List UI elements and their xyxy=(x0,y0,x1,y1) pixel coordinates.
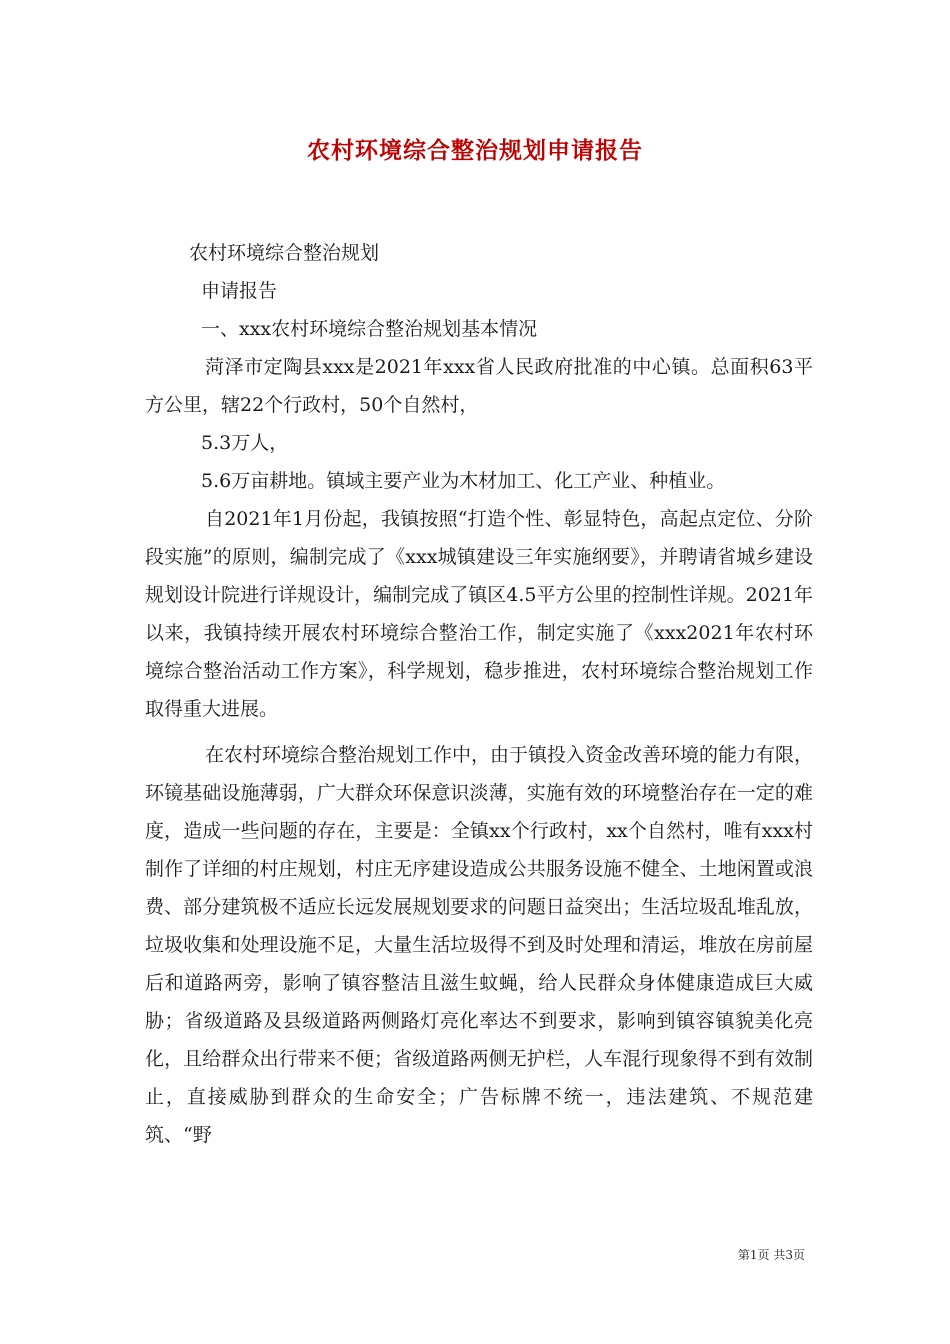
page-number: 第1页 共3页 xyxy=(737,1248,805,1262)
paragraph-population: 5.3万人， xyxy=(201,432,289,454)
paragraph-overview: 菏泽市定陶县xxx是2021年xxx省人民政府批准的中心镇。总面积63平方公里，辖22个行政村，50个自然村， xyxy=(145,356,813,416)
paragraph-problems: 在农村环境综合整治规划工作中，由于镇投入资金改善环境的能力有限，环镜基础设施薄弱，广大群众环保意识淡薄，实施有效的环境整治存在一定的难度，造成一些问题的存在，主要是：全镇xx个行政村，xx个自然村，唯有xxx村制作了详细的村庄规划，村庄无序建设造成公共服务设施不健全、土地闲置或浪费、部分建筑极不适应长远发展规划要求的问题日益突出；生活垃圾乱堆乱放，垃圾收集和处理设施不足，大量生活垃圾得不到及时处理和清运，堆放在房前屋后和道路两旁，影响了镇容整洁且滋生蚊蝇，给人民群众身体健康造成巨大威胁；省级道路及县级道路两侧路灯亮化率达不到要求，影响到镇容镇貌美化亮化，且给群众出行带来不便；省级道路两侧无护栏，人车混行现象得不到有效制止，直接威胁到群众的生命安全；广告标牌不统一，违法建筑、不规范建筑、“野 xyxy=(145,744,814,1146)
paragraph-section-1: 一、xxx农村环境综合整治规划基本情况 xyxy=(201,318,538,340)
document-title: 农村环境综合整治规划申请报告 xyxy=(307,137,643,164)
document-body xyxy=(145,234,813,1154)
paragraph-heading-1: 农村环境综合整治规划 xyxy=(189,242,380,264)
paragraph-progress: 自2021年1月份起，我镇按照“打造个性、彰显特色，高起点定位、分阶段实施”的原则，编制完成了《xxx城镇建设三年实施纲要》，并聘请省城乡建设规划设计院进行详规设计，编制完成了镇区4.5平方公里的控制性详规。2021年以来，我镇持续开展农村环境综合整治工作，制定实施了《xxx2021年农村环境综合整治活动工作方案》，科学规划，稳步推进，农村环境综合整治规划工作取得重大进展。 xyxy=(145,508,813,720)
paragraph-heading-2: 申请报告 xyxy=(201,280,278,302)
paragraph-farmland: 5.6万亩耕地。镇域主要产业为木材加工、化工产业、种植业。 xyxy=(201,470,726,492)
